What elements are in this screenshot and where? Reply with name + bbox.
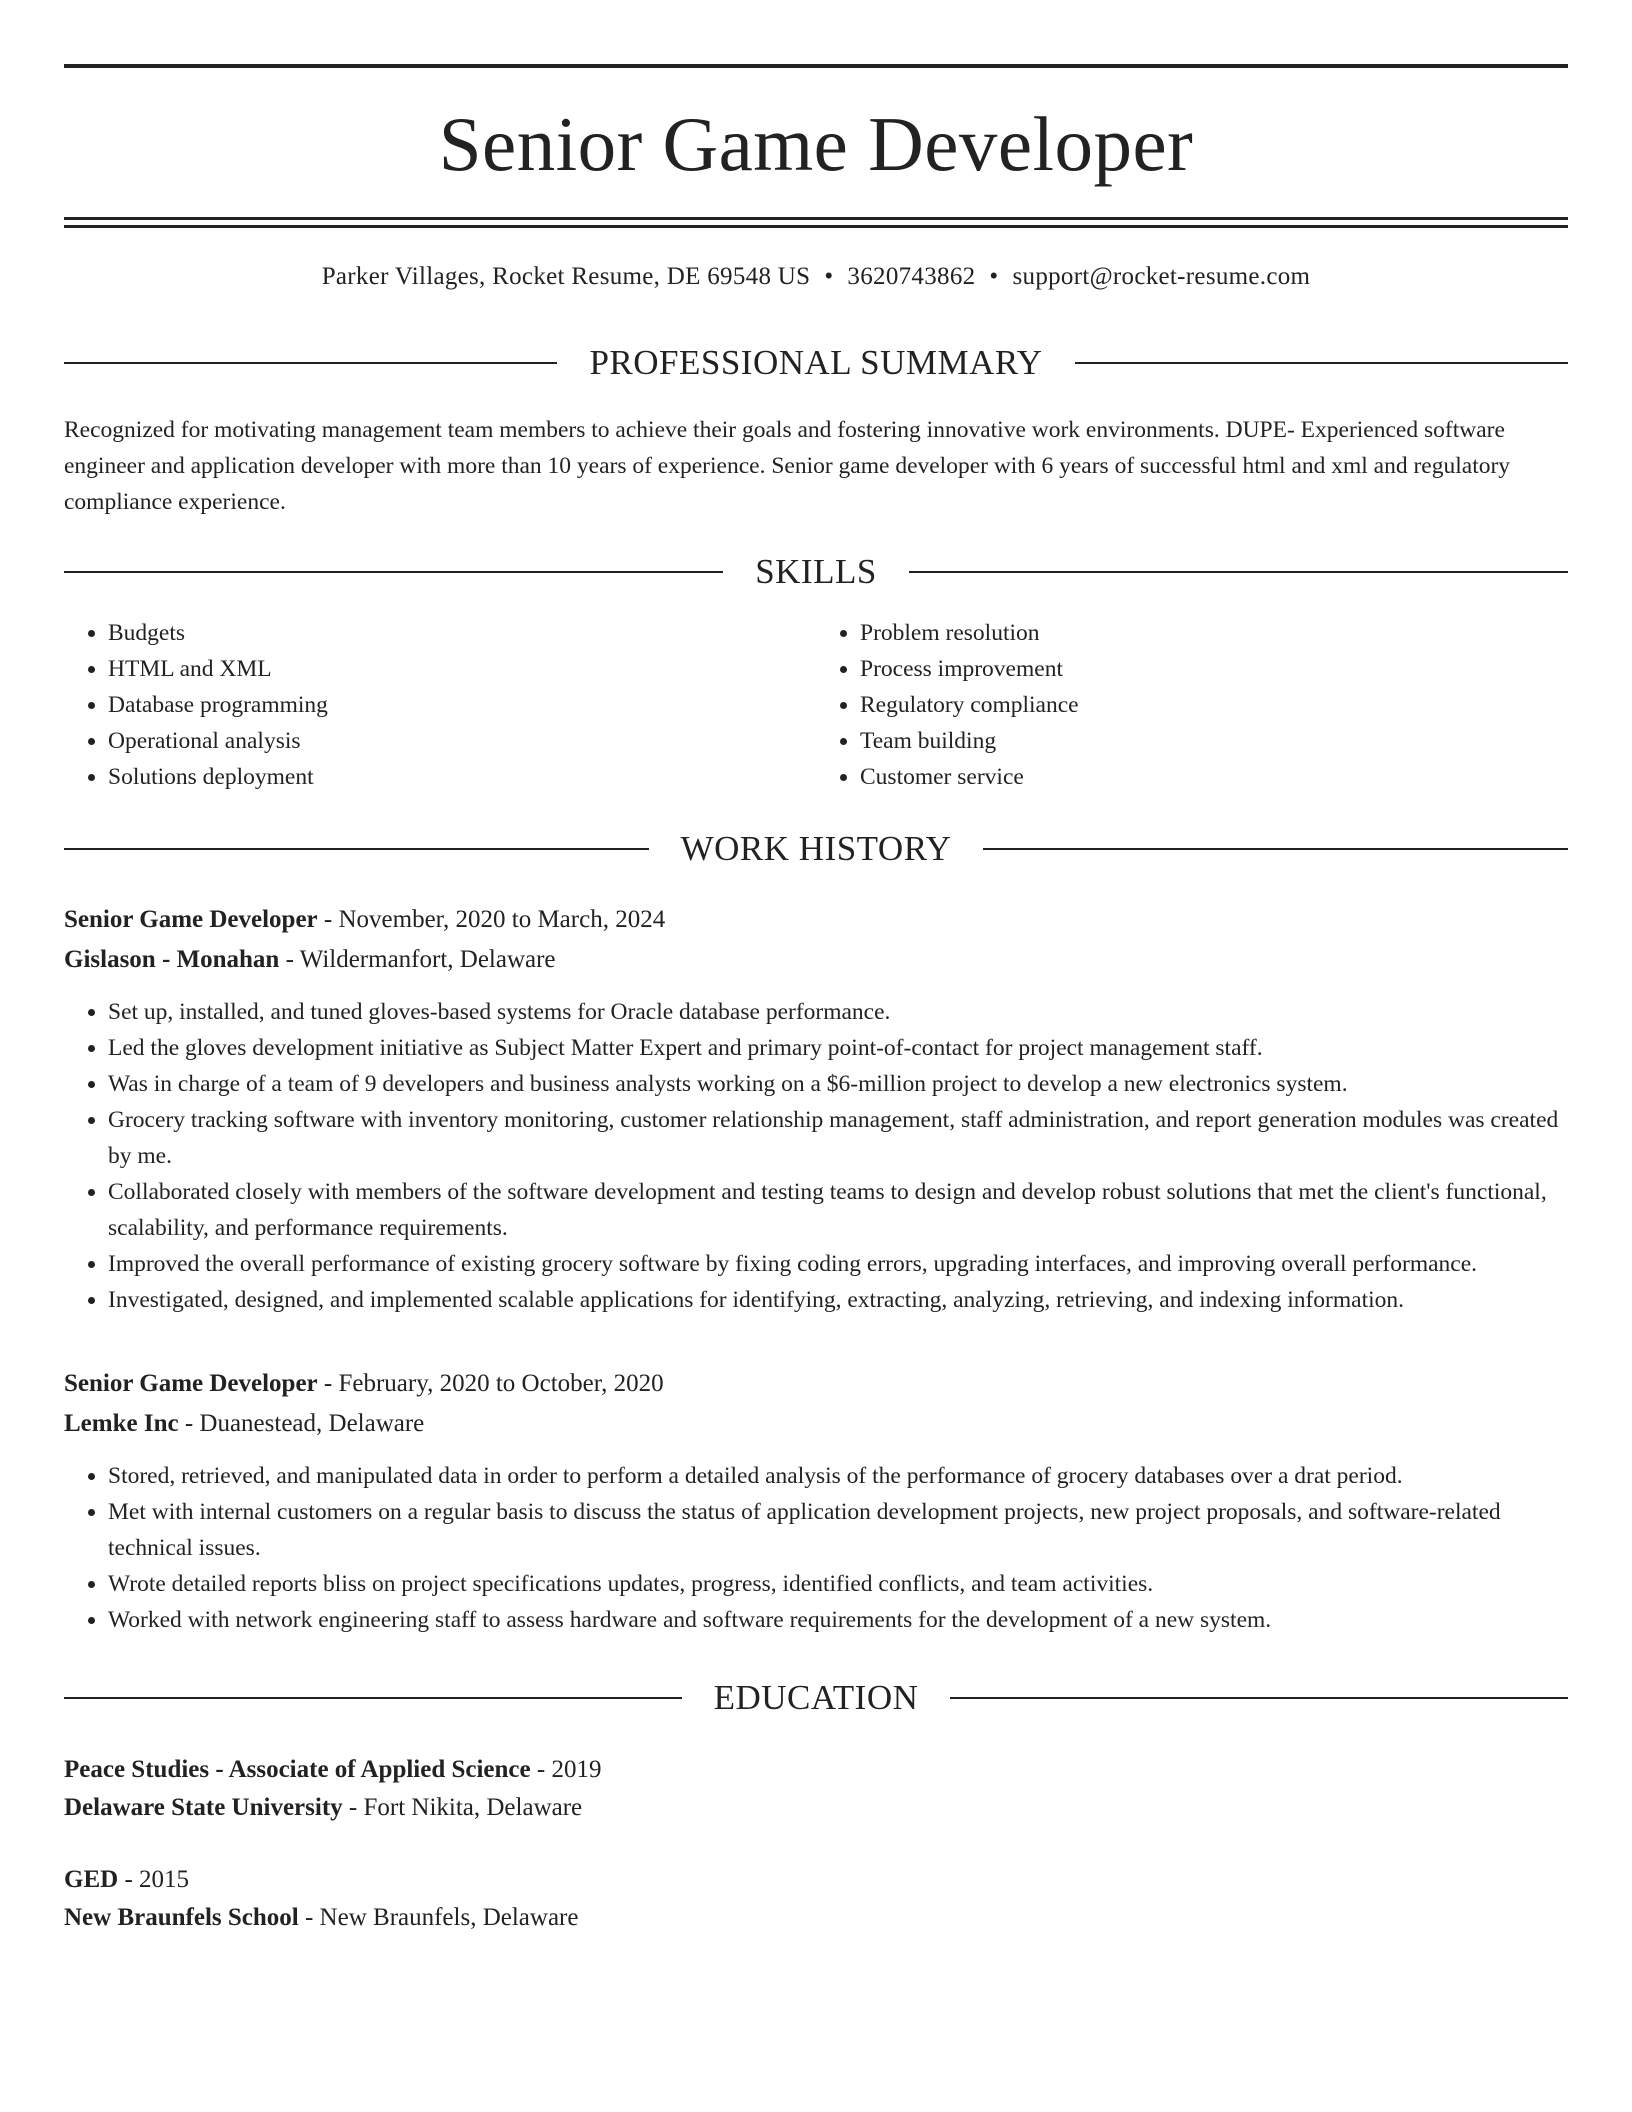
skill-item: • HTML and XML bbox=[108, 651, 816, 687]
education-year: - 2019 bbox=[530, 1756, 602, 1783]
job-company: Lemke Inc bbox=[64, 1410, 179, 1437]
skill-item: • Database programming bbox=[108, 687, 816, 723]
contact-phone[interactable]: 3620743862 bbox=[847, 263, 976, 290]
skill-item: • Regulatory compliance bbox=[860, 687, 1568, 723]
section-header-summary bbox=[64, 345, 1568, 380]
skills-list-right bbox=[816, 615, 1568, 795]
contact-email[interactable]: support@rocket-resume.com bbox=[1012, 263, 1311, 290]
section-title-skills: SKILLS bbox=[755, 552, 877, 591]
job-dates: - February, 2020 to October, 2020 bbox=[317, 1370, 664, 1397]
contact-separator: • bbox=[989, 263, 999, 290]
skills-columns bbox=[64, 615, 1568, 795]
job-location: - Duanestead, Delaware bbox=[178, 1410, 425, 1437]
skills-list-left bbox=[64, 615, 816, 795]
job-entry bbox=[64, 1364, 1568, 1638]
job-company-line bbox=[64, 1404, 1568, 1444]
section-rule-left bbox=[64, 848, 649, 850]
skill-item: • Solutions deployment bbox=[108, 759, 816, 795]
job-bullet: • Was in charge of a team of 9 developers and business analysts working on a $6-million project to develop a new electronics system. bbox=[108, 1066, 1568, 1102]
education-school-line bbox=[64, 1899, 1568, 1937]
job-bullet: • Investigated, designed, and implemented scalable applications for identifying, extracting, analyzing, retrieving, and indexing information. bbox=[108, 1282, 1568, 1318]
education-location: - Fort Nikita, Delaware bbox=[342, 1794, 583, 1821]
summary-text: Recognized for motivating management team members to achieve their goals and fostering innovative work environments. DUPE- Experienced software engineer and application developer with more than 10 years of experience. Senior game developer with 6 years of successful html and xml and regulatory compliance experience. bbox=[64, 417, 1511, 515]
skill-item: • Customer service bbox=[860, 759, 1568, 795]
section-header-work bbox=[64, 831, 1568, 866]
section-title-summary: PROFESSIONAL SUMMARY bbox=[589, 343, 1043, 382]
resume-title: Senior Game Developer bbox=[438, 101, 1194, 187]
section-title-work: WORK HISTORY bbox=[680, 829, 952, 868]
skill-item: • Operational analysis bbox=[108, 723, 816, 759]
skill-item: • Process improvement bbox=[860, 651, 1568, 687]
education-location: - New Braunfels, Delaware bbox=[298, 1904, 579, 1931]
job-title-line bbox=[64, 1364, 1568, 1404]
job-bullet: • Set up, installed, and tuned gloves-based systems for Oracle database performance. bbox=[108, 994, 1568, 1030]
job-bullet: • Grocery tracking software with inventory monitoring, customer relationship management, staff administration, and report generation modules was created by me. bbox=[108, 1102, 1568, 1174]
section-rule-left bbox=[64, 571, 723, 573]
job-title: Senior Game Developer bbox=[64, 906, 318, 933]
section-header-skills bbox=[64, 554, 1568, 589]
skill-item: • Budgets bbox=[108, 615, 816, 651]
job-location: - Wildermanfort, Delaware bbox=[279, 946, 556, 973]
contact-address: Parker Villages, Rocket Resume, DE 69548 US bbox=[321, 263, 811, 290]
job-company: Gislason - Monahan bbox=[64, 946, 280, 973]
job-bullet: • Collaborated closely with members of the software development and testing teams to design and develop robust solutions that met the client's functional, scalability, and performance requirements. bbox=[108, 1174, 1568, 1246]
section-title-education: EDUCATION bbox=[713, 1678, 919, 1717]
education-school: Delaware State University bbox=[64, 1794, 343, 1821]
contact-separator: • bbox=[824, 263, 834, 290]
top-rule bbox=[64, 64, 1568, 68]
section-rule-right bbox=[950, 1697, 1568, 1699]
education-year: - 2015 bbox=[118, 1866, 190, 1893]
job-bullet: • Stored, retrieved, and manipulated data in order to perform a detailed analysis of the performance of grocery databases over a drat period. bbox=[108, 1458, 1568, 1494]
education-school: New Braunfels School bbox=[64, 1904, 299, 1931]
section-rule-right bbox=[909, 571, 1568, 573]
education-entry bbox=[64, 1751, 1568, 1827]
education-school-line bbox=[64, 1789, 1568, 1827]
section-header-education bbox=[64, 1680, 1568, 1715]
education-degree: Peace Studies - Associate of Applied Science bbox=[64, 1756, 531, 1783]
job-bullet: • Wrote detailed reports bliss on project specifications updates, progress, identified conflicts, and team activities. bbox=[108, 1566, 1568, 1602]
section-rule-right bbox=[1075, 362, 1568, 364]
job-bullet: • Met with internal customers on a regular basis to discuss the status of application development projects, new project proposals, and software-related technical issues. bbox=[108, 1494, 1568, 1566]
job-bullets bbox=[64, 994, 1568, 1318]
section-rule-right bbox=[983, 848, 1568, 850]
job-bullet: • Led the gloves development initiative as Subject Matter Expert and primary point-of-contact for project management staff. bbox=[108, 1030, 1568, 1066]
job-title: Senior Game Developer bbox=[64, 1370, 318, 1397]
education-entry bbox=[64, 1861, 1568, 1937]
job-dates: - November, 2020 to March, 2024 bbox=[317, 906, 666, 933]
skill-item: • Problem resolution bbox=[860, 615, 1568, 651]
skill-item: • Team building bbox=[860, 723, 1568, 759]
contact-line bbox=[64, 264, 1568, 289]
job-bullet: • Improved the overall performance of existing grocery software by fixing coding errors, upgrading interfaces, and improving overall performance. bbox=[108, 1246, 1568, 1282]
job-entry bbox=[64, 900, 1568, 1318]
job-company-line bbox=[64, 940, 1568, 980]
education-degree: GED bbox=[64, 1866, 119, 1893]
section-rule-left bbox=[64, 362, 557, 364]
title-double-rule bbox=[64, 217, 1568, 228]
job-bullets bbox=[64, 1458, 1568, 1638]
education-degree-line bbox=[64, 1861, 1568, 1899]
job-bullet: • Worked with network engineering staff to assess hardware and software requirements for the development of a new system. bbox=[108, 1602, 1568, 1638]
job-title-line bbox=[64, 900, 1568, 940]
section-rule-left bbox=[64, 1697, 682, 1699]
education-degree-line bbox=[64, 1751, 1568, 1789]
